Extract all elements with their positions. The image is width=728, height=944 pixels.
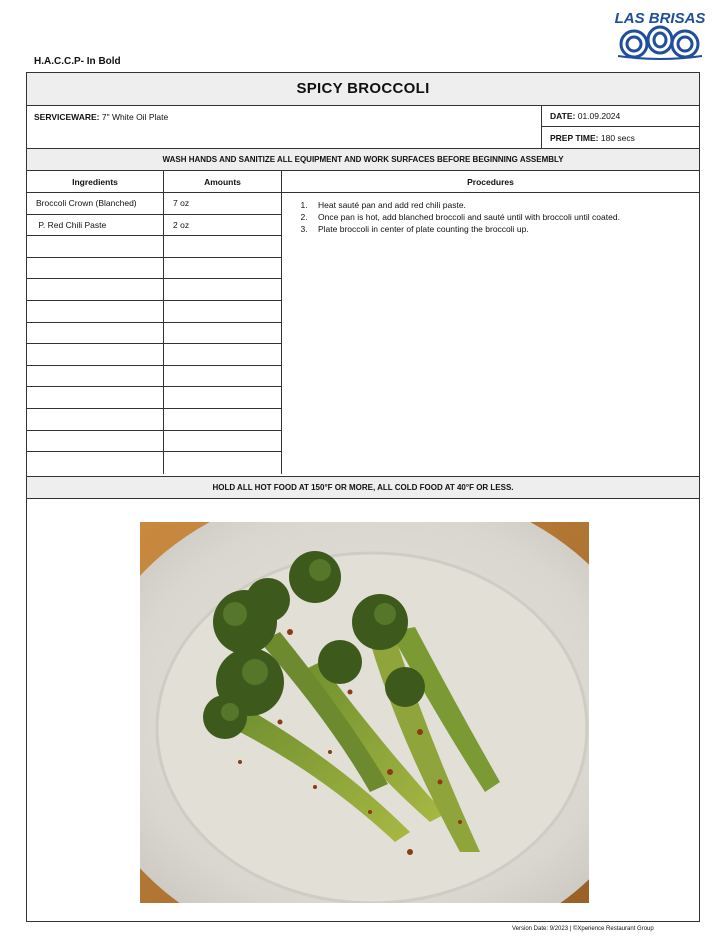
procedures-list	[282, 193, 699, 476]
amounts-header: Amounts	[164, 171, 282, 193]
table-row	[27, 301, 282, 323]
svg-text:LAS BRISAS: LAS BRISAS	[614, 10, 706, 27]
serviceware-cell	[27, 105, 542, 149]
date-cell	[542, 105, 699, 127]
ingredient-amount	[164, 387, 282, 408]
ingredient-name	[27, 431, 164, 452]
procedures-header: Procedures	[282, 171, 699, 193]
wash-hands-banner: WASH HANDS AND SANITIZE ALL EQUIPMENT AND WORK SURFACES BEFORE BEGINNING ASSEMBLY	[27, 149, 699, 171]
ingredient-name	[27, 323, 164, 344]
recipe-card	[26, 72, 700, 922]
recipe-title: SPICY BROCCOLI	[27, 73, 699, 106]
prep-time-cell	[542, 127, 699, 149]
ingredient-amount	[164, 452, 282, 474]
ingredient-amount	[164, 344, 282, 365]
procedure-step: 2. Once pan is hot, add blanched broccoli and sauté until with broccoli until coated.	[310, 211, 699, 223]
procedure-step: 3. Plate broccoli in center of plate counting the broccoli up.	[310, 223, 699, 235]
table-row	[27, 279, 282, 301]
ingredient-amount	[164, 323, 282, 344]
ingredient-name	[27, 279, 164, 300]
prep-time-label: PREP TIME:	[550, 133, 599, 143]
serviceware-label: SERVICEWARE:	[34, 112, 100, 122]
ingredient-name: P. Red Chili Paste	[27, 215, 164, 236]
ingredient-amount	[164, 366, 282, 387]
table-row	[27, 236, 282, 258]
date-label: DATE:	[550, 111, 576, 121]
ingredient-amount	[164, 431, 282, 452]
ingredient-name	[27, 301, 164, 322]
ingredient-amount	[164, 409, 282, 430]
ingredient-name: Broccoli Crown (Blanched)	[27, 193, 164, 214]
ingredient-name	[27, 409, 164, 430]
ingredient-amount	[164, 279, 282, 300]
prep-time-value: 180 secs	[600, 133, 635, 143]
table-row	[27, 215, 282, 237]
ingredients-header: Ingredients	[27, 171, 164, 193]
version-footer: Version Date: 9/2023 | ©Xperience Restaurant Group	[512, 926, 654, 932]
procedure-step: 1. Heat sauté pan and add red chili paste.	[310, 199, 699, 211]
ingredient-amount	[164, 258, 282, 279]
table-row	[27, 409, 282, 431]
table-row	[27, 387, 282, 409]
date-value: 01.09.2024	[577, 111, 621, 121]
ingredient-amount	[164, 236, 282, 257]
ingredient-name	[27, 258, 164, 279]
table-row	[27, 258, 282, 280]
ingredient-amount: 7 oz	[164, 193, 282, 214]
ingredient-name	[27, 344, 164, 365]
ingredients-table	[27, 193, 282, 474]
hold-temperature-banner: HOLD ALL HOT FOOD AT 150°F OR MORE, ALL COLD FOOD AT 40°F OR LESS.	[27, 476, 699, 499]
table-row	[27, 323, 282, 345]
table-row	[27, 344, 282, 366]
ingredient-name	[27, 387, 164, 408]
table-row	[27, 366, 282, 388]
ingredient-amount	[164, 301, 282, 322]
ingredient-name	[27, 452, 164, 474]
dish-photo	[140, 522, 589, 903]
table-row	[27, 452, 282, 474]
las-brisas-logo	[614, 8, 706, 62]
table-row	[27, 193, 282, 215]
ingredient-name	[27, 366, 164, 387]
ingredient-amount: 2 oz	[164, 215, 282, 236]
serviceware-value: 7" White Oil Plate	[101, 112, 169, 122]
ingredient-name	[27, 236, 164, 257]
haccp-note: H.A.C.C.P- In Bold	[34, 56, 121, 67]
table-row	[27, 431, 282, 453]
